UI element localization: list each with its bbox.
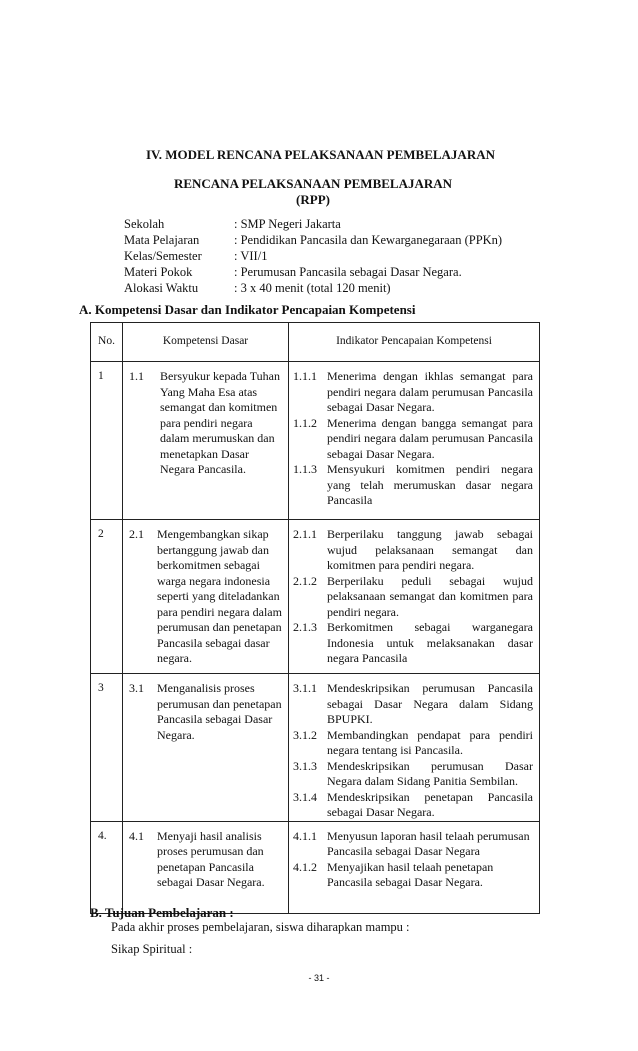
kd-cell (123, 520, 289, 674)
identity-value: : VII/1 (234, 249, 268, 263)
page-number: - 31 - (308, 973, 330, 983)
identity-label: Materi Pokok (124, 265, 193, 279)
indicator-text: Menyusun laporan hasil telaah perumusan Pancasila sebagai Dasar Negara (327, 828, 530, 858)
table-row (91, 674, 540, 822)
indicator-number: 4.1.2 (293, 859, 317, 874)
identity-value: : SMP Negeri Jakarta (234, 217, 341, 231)
indicator-number: 3.1.1 (293, 681, 317, 695)
indicator-text: Berperilaku peduli sebagai wujud pelaksanaan semangat dan komitmen para pendiri negara. (327, 573, 533, 619)
indicator-number: 2.1.1 (293, 527, 317, 541)
indicator-item (293, 759, 533, 790)
indicator-text: Berkomitmen sebagai warganegara Indonesia untuk melaksanakan dasar negara Pancasila (327, 620, 533, 665)
indicator-text: Menyajikan hasil telaah penetapan Pancasila sebagai Dasar Negara. (327, 859, 494, 889)
table-row (91, 821, 540, 913)
identity-row (124, 248, 267, 264)
kd-text: Mengembangkan sikap bertanggung jawab dan berkomitmen sebagai warga negara indonesia seperti yang diteladankan para pendiri negara dalam perumusan dan penetapan Pancasila sebagai dasar negara. (157, 527, 282, 665)
identity-row (124, 264, 462, 280)
identity-value: : Perumusan Pancasila sebagai Dasar Negara. (234, 265, 462, 279)
indicator-number: 1.1.3 (293, 462, 317, 476)
indicator-text: Mendeskripsikan perumusan Dasar Negara dalam Sidang Panitia Sembilan. (327, 758, 533, 788)
indicator-cell (289, 520, 540, 674)
indicator-item (293, 369, 533, 416)
kd-number: 1.1 (129, 369, 144, 383)
kd-text: Menganalisis proses perumusan dan penetapan Pancasila sebagai Dasar Negara. (157, 681, 282, 742)
indicator-text: Mendeskripsikan penetapan Pancasila sebagai Dasar Negara. (327, 789, 533, 819)
indicator-item (293, 829, 533, 860)
competency-table (90, 322, 540, 914)
indicator-cell (289, 362, 540, 520)
indicator-item (293, 790, 533, 821)
identity-value: : Pendidikan Pancasila dan Kewarganegaraan (PPKn) (234, 233, 503, 247)
indicator-number: 3.1.2 (293, 727, 317, 742)
identity-label: Alokasi Waktu (124, 281, 199, 295)
kd-number: 2.1 (129, 527, 144, 541)
kd-cell (123, 362, 289, 520)
identity-row (124, 280, 391, 296)
row-number: 2 (91, 520, 123, 674)
indicator-text: Menerima dengan bangga semangat para pendiri negara dalam perumusan Pancasila sebagai Dasar Negara. (327, 415, 533, 461)
section-b-heading: B. Tujuan Pembelajaran : (90, 905, 234, 920)
kd-text: Bersyukur kepada Tuhan Yang Maha Esa atas semangat dan komitmen para pendiri negara dalam merumuskan dan menetapkan Dasar Negara Pancasila. (160, 369, 280, 476)
identity-label: Sekolah (124, 217, 165, 231)
table-row (91, 520, 540, 674)
indicator-item (293, 527, 533, 574)
kd-text: Menyaji hasil analisis proses perumusan dan penetapan Pancasila sebagai Dasar Negara. (157, 828, 265, 889)
kd-cell (123, 674, 289, 822)
header-kd: Kompetensi Dasar (123, 323, 289, 362)
indicator-item (293, 728, 533, 759)
table-row (91, 362, 540, 520)
indicator-item (293, 574, 533, 621)
section-a-heading: A. Kompetensi Dasar dan Indikator Pencapaian Kompetensi (79, 302, 416, 317)
indicator-cell (289, 821, 540, 913)
document-heading: IV. MODEL RENCANA PELAKSANAAN PEMBELAJARAN (146, 147, 495, 162)
indicator-text: Mensyukuri komitmen pendiri negara yang telah merumuskan dasar negara Pancasila (327, 462, 533, 507)
identity-label: Kelas/Semester (124, 249, 202, 263)
indicator-text: Berperilaku tanggung jawab sebagai wujud pelaksanaan semangat dan komitmen para pendiri negara. (327, 527, 533, 572)
identity-value: : 3 x 40 menit (total 120 menit) (234, 281, 391, 295)
spiritual-attitude-label: Sikap Spiritual : (111, 942, 193, 956)
indicator-number: 2.1.3 (293, 620, 317, 634)
header-no: No. (91, 323, 123, 362)
identity-row (124, 216, 341, 232)
indicator-text: Mendeskripsikan perumusan Pancasila sebagai Dasar Negara dalam Sidang BPUPKI. (327, 681, 533, 726)
indicator-cell (289, 674, 540, 822)
indicator-number: 1.1.1 (293, 369, 317, 383)
identity-label: Mata Pelajaran (124, 233, 200, 247)
row-number: 3 (91, 674, 123, 822)
table-header-row (91, 323, 540, 362)
indicator-item (293, 620, 533, 667)
indicator-number: 3.1.4 (293, 789, 317, 804)
header-indicator: Indikator Pencapaian Kompetensi (289, 323, 540, 362)
row-number: 1 (91, 362, 123, 520)
kd-number: 4.1 (129, 828, 144, 843)
indicator-text: Membandingkan pendapat para pendiri negara tentang isi Pancasila. (327, 727, 533, 757)
identity-row (124, 232, 502, 248)
kd-cell (123, 821, 289, 913)
indicator-item (293, 416, 533, 463)
indicator-item (293, 860, 533, 891)
indicator-item (293, 681, 533, 728)
indicator-number: 4.1.1 (293, 828, 317, 843)
row-number: 4. (91, 821, 123, 913)
indicator-number: 3.1.3 (293, 758, 317, 773)
indicator-number: 1.1.2 (293, 415, 317, 430)
rpp-title: RENCANA PELAKSANAAN PEMBELAJARAN (173, 176, 453, 191)
indicator-number: 2.1.2 (293, 573, 317, 588)
indicator-text: Menerima dengan ikhlas semangat para pendiri negara dalam perumusan Pancasila sebagai Dasar Negara. (327, 369, 533, 414)
indicator-item (293, 462, 533, 509)
kd-number: 3.1 (129, 681, 144, 695)
rpp-abbreviation: (RPP) (296, 192, 330, 207)
section-b-text: Pada akhir proses pembelajaran, siswa diharapkan mampu : (111, 920, 410, 934)
